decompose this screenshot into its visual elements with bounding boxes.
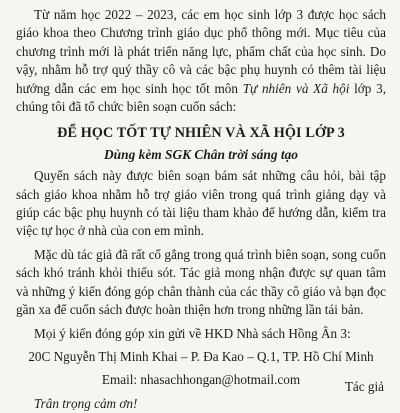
closing-thanks: Trân trọng cảm ơn!: [34, 395, 138, 411]
contact-intro: Mọi ý kiến đóng góp xin gửi về HKD Nhà sách Hồng Ân 3:: [34, 325, 351, 341]
intro-text-part2: lớp 3, chúng tôi đã tổ chức biên soạn cuốn sách:: [16, 80, 387, 115]
book-subtitle: Dùng kèm SGK Chân trời sáng tạo: [104, 146, 298, 162]
intro-text-part1: Từ năm học 2022 – 2023, các em học sinh lớp 3 được học sách giáo khoa theo Chương trình giáo dục phổ thông mới. Mục tiêu của chương trình mới là phát triển năng lực, phẩm chất của học sinh. Do vậy, nhằm hỗ trợ quý thầy cô và các bậc phụ huynh có thêm tài liệu hướng dẫn các em học sinh học tốt môn: [16, 7, 386, 96]
feedback-paragraph: Mặc dù tác giả đã rất cố gắng trong quá trình biên soạn, song cuốn sách khó tránh khỏi thiếu sót. Tác giả mong nhận được sự quan tâm và những ý kiến đóng góp chân thành của các thầy cô giáo và bạn đọc gần xa để cuốn sách được hoàn thiện hơn trong những lần tái bản.: [16, 246, 386, 318]
contact-email: Email: nhasachhongan@hotmail.com: [101, 372, 301, 388]
contact-address: 20C Nguyễn Thị Minh Khai – P. Đa Kao – Q.1, TP. Hồ Chí Minh: [28, 348, 374, 364]
book-title: ĐỂ HỌC TỐT TỰ NHIÊN VÀ XÃ HỘI LỚP 3: [57, 125, 345, 142]
author-signature: Tác giả: [344, 379, 384, 394]
intro-paragraph: [16, 6, 386, 116]
purpose-paragraph: Quyển sách này được biên soạn bám sát những câu hỏi, bài tập sách giáo khoa nhằm hỗ trợ giáo viên trong quá trình giảng dạy và giúp các bậc phụ huynh có tài liệu tham khảo để hướng dẫn, kiểm tra việc tự học ở nhà của con em mình.: [16, 168, 386, 239]
subject-name: Tự nhiên và Xã hội: [242, 80, 350, 96]
